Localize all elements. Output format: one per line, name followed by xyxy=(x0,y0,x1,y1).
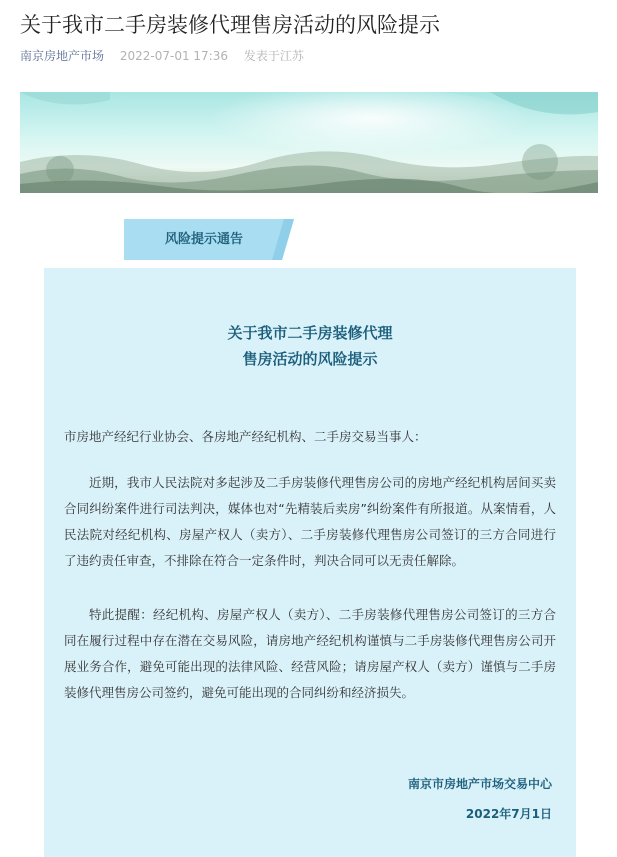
notice-box xyxy=(44,268,576,857)
notice-tag xyxy=(124,219,294,260)
article-meta xyxy=(20,47,304,65)
publish-location: 发表于江苏 xyxy=(243,49,304,63)
header-banner-image xyxy=(20,92,598,193)
signature-date: 2022年7月1日 xyxy=(465,807,552,821)
banner-decoration-icon xyxy=(20,92,598,193)
signature-organization: 南京市房地产市场交易中心 xyxy=(407,777,552,791)
tag-label: 风险提示通告 xyxy=(164,232,243,247)
notice-title-line1: 关于我市二手房装修代理 xyxy=(227,324,393,342)
notice-title-line2: 售房活动的风险提示 xyxy=(242,350,378,368)
publish-datetime: 2022-07-01 17:36 xyxy=(119,49,228,63)
notice-title xyxy=(44,320,576,372)
article-title: 关于我市二手房装修代理售房活动的风险提示 xyxy=(20,13,440,37)
paragraph-1: 近期，我市人民法院对多起涉及二手房装修代理售房公司的房地产经纪机构居间买卖合同纠纷案件进行司法判决，媒体也对“先精装后卖房”纠纷案件有所报道。从案情看，人民法院对经纪机构、房屋产权人（卖方）、二手房装修代理售房公司签订的三方合同进行了违约责任审查，不排除在符合一定条件时，判决合同可以无责任解除。 xyxy=(64,475,556,568)
salutation: 市房地产经纪行业协会、各房地产经纪机构、二手房交易当事人： xyxy=(64,429,427,444)
paragraph-2: 特此提醒：经纪机构、房屋产权人（卖方）、二手房装修代理售房公司签订的三方合同在履行过程中存在潜在交易风险，请房地产经纪机构谨慎与二手房装修代理售房公司开展业务合作，避免可能出现的法律风险、经营风险；请房屋产权人（卖方）谨慎与二手房装修代理售房公司签约，避免可能出现的合同纠纷和经济损失。 xyxy=(64,607,556,700)
author-link[interactable]: 南京房地产市场 xyxy=(20,49,105,63)
